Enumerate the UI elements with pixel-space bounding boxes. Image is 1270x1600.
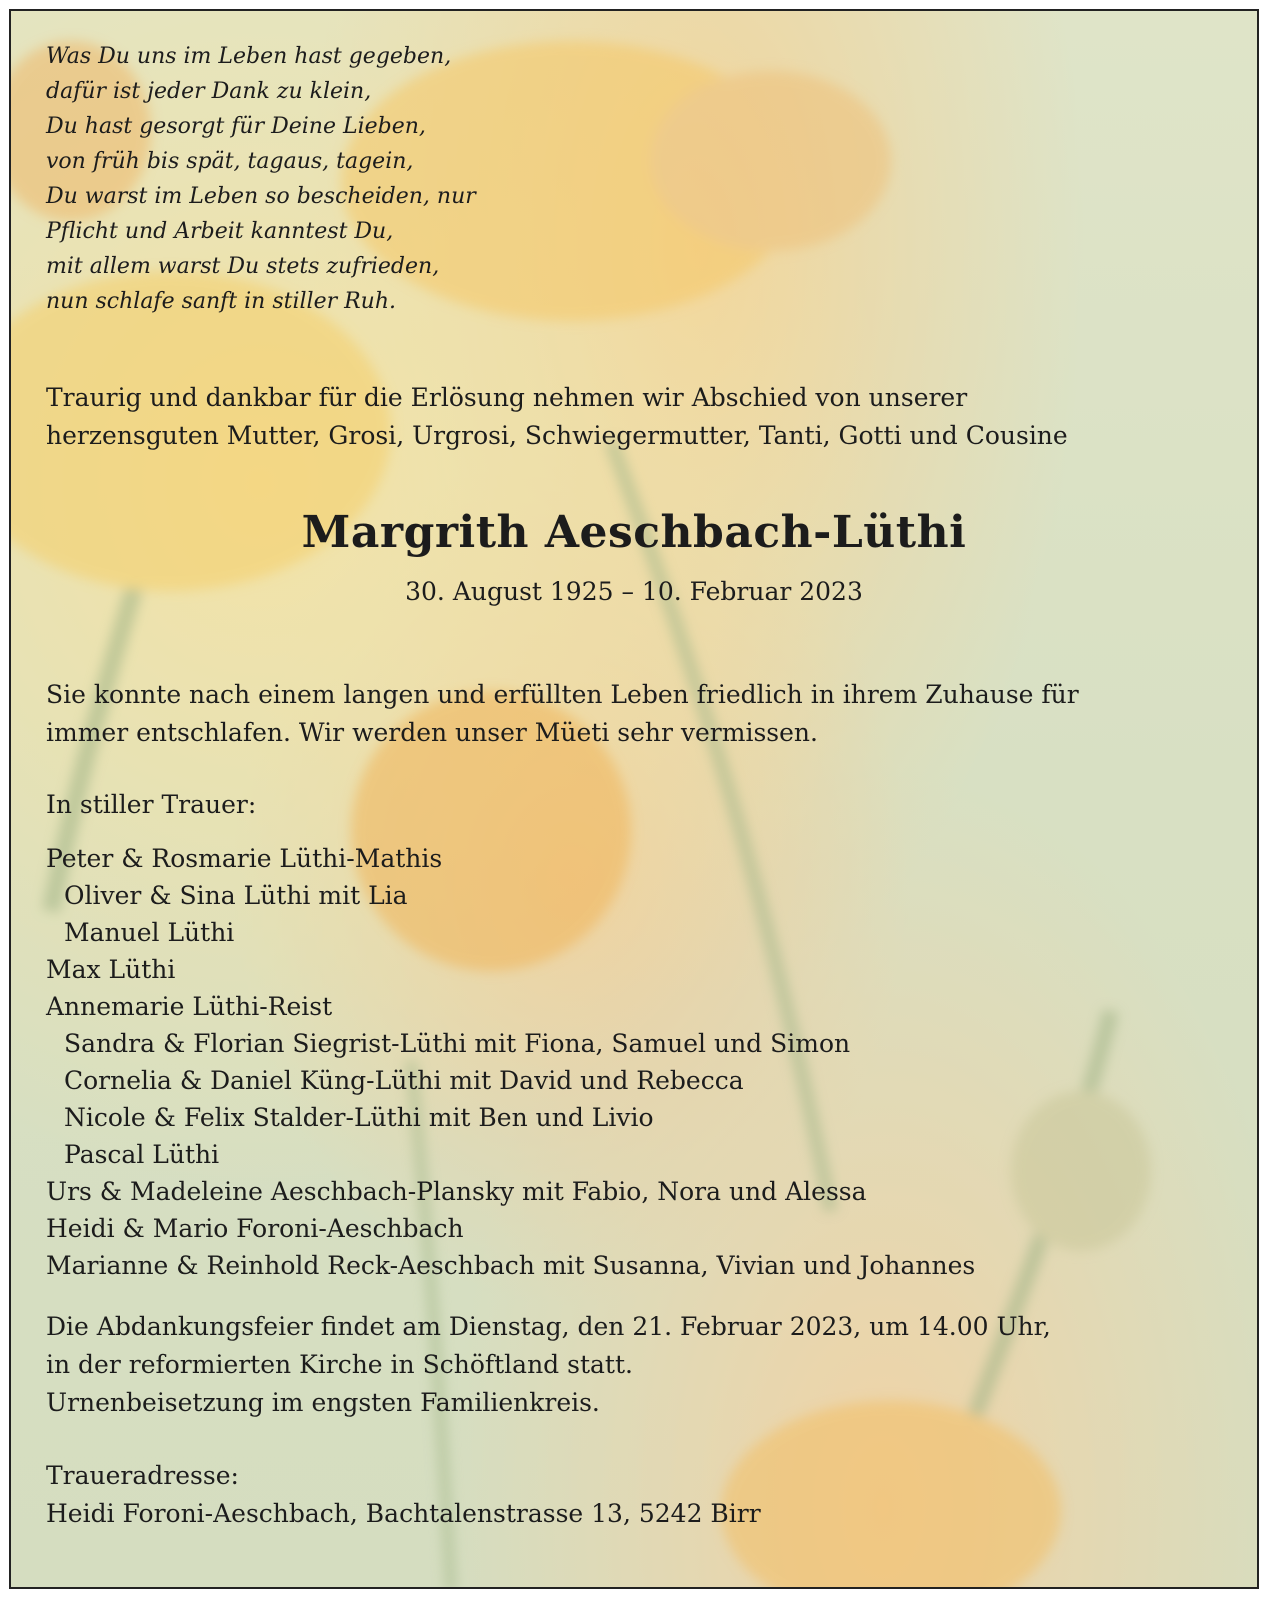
mourners-list: [46, 840, 975, 1284]
mourner-line: Heidi & Mario Foroni-Aeschbach: [46, 1214, 464, 1243]
intro-line: herzensguten Mutter, Grosi, Urgrosi, Schwiegermutter, Tanti, Gotti und Cousine: [46, 421, 1068, 450]
message-text: [46, 676, 1079, 752]
mourner-line: Annemarie Lüthi-Reist: [46, 992, 333, 1021]
mourner-line: Pascal Lüthi: [64, 1140, 220, 1169]
poem-line: Was Du uns im Leben hast gegeben,: [46, 44, 452, 69]
ceremony-text: [46, 1308, 1051, 1422]
poem-line: mit allem warst Du stets zufrieden,: [46, 254, 440, 279]
mourning-address: [46, 1457, 761, 1533]
mourner-line: Manuel Lüthi: [64, 918, 235, 947]
intro-text: [46, 379, 1068, 455]
poem-line: dafür ist jeder Dank zu klein,: [46, 79, 372, 104]
address-value: Heidi Foroni-Aeschbach, Bachtalenstrasse 13, 5242 Birr: [46, 1499, 761, 1528]
mourner-line: Urs & Madeleine Aeschbach-Plansky mit Fabio, Nora und Alessa: [46, 1177, 867, 1206]
mourner-line: Sandra & Florian Siegrist-Lüthi mit Fiona, Samuel und Simon: [64, 1029, 851, 1058]
mourner-line: Oliver & Sina Lüthi mit Lia: [64, 881, 408, 910]
address-label: Traueradresse:: [46, 1461, 239, 1490]
mourner-line: Max Lüthi: [46, 955, 176, 984]
message-line: Sie konnte nach einem langen und erfüllten Leben friedlich in ihrem Zuhause für: [46, 680, 1079, 709]
mourner-line: Cornelia & Daniel Küng-Lüthi mit David und Rebecca: [64, 1066, 744, 1095]
deceased-name: Margrith Aeschbach-Lüthi: [301, 507, 967, 558]
mourning-heading: In stiller Trauer:: [46, 790, 257, 819]
mourner-line: Nicole & Felix Stalder-Lüthi mit Ben und Livio: [64, 1103, 654, 1132]
ceremony-line: Die Abdankungsfeier findet am Dienstag, den 21. Februar 2023, um 14.00 Uhr,: [46, 1312, 1051, 1341]
obituary-frame: [9, 9, 1259, 1589]
poem-line: Pflicht und Arbeit kanntest Du,: [46, 219, 394, 244]
ceremony-line: in der reformierten Kirche in Schöftland statt.: [46, 1350, 633, 1379]
mourner-line: Peter & Rosmarie Lüthi-Mathis: [46, 844, 443, 873]
mourner-line: Marianne & Reinhold Reck-Aeschbach mit Susanna, Vivian und Johannes: [46, 1251, 976, 1280]
life-dates: 30. August 1925 – 10. Februar 2023: [405, 577, 863, 606]
ceremony-line: Urnenbeisetzung im engsten Familienkreis.: [46, 1388, 600, 1417]
poem-line: nun schlafe sanft in stiller Ruh.: [46, 289, 397, 314]
message-line: immer entschlafen. Wir werden unser Müeti sehr vermissen.: [46, 718, 818, 747]
poem-line: Du warst im Leben so bescheiden, nur: [46, 184, 476, 209]
poem-line: von früh bis spät, tagaus, tagein,: [46, 149, 414, 174]
poem-line: Du hast gesorgt für Deine Lieben,: [46, 114, 426, 139]
poem-verse: [46, 39, 476, 319]
intro-line: Traurig und dankbar für die Erlösung nehmen wir Abschied von unserer: [46, 383, 968, 412]
